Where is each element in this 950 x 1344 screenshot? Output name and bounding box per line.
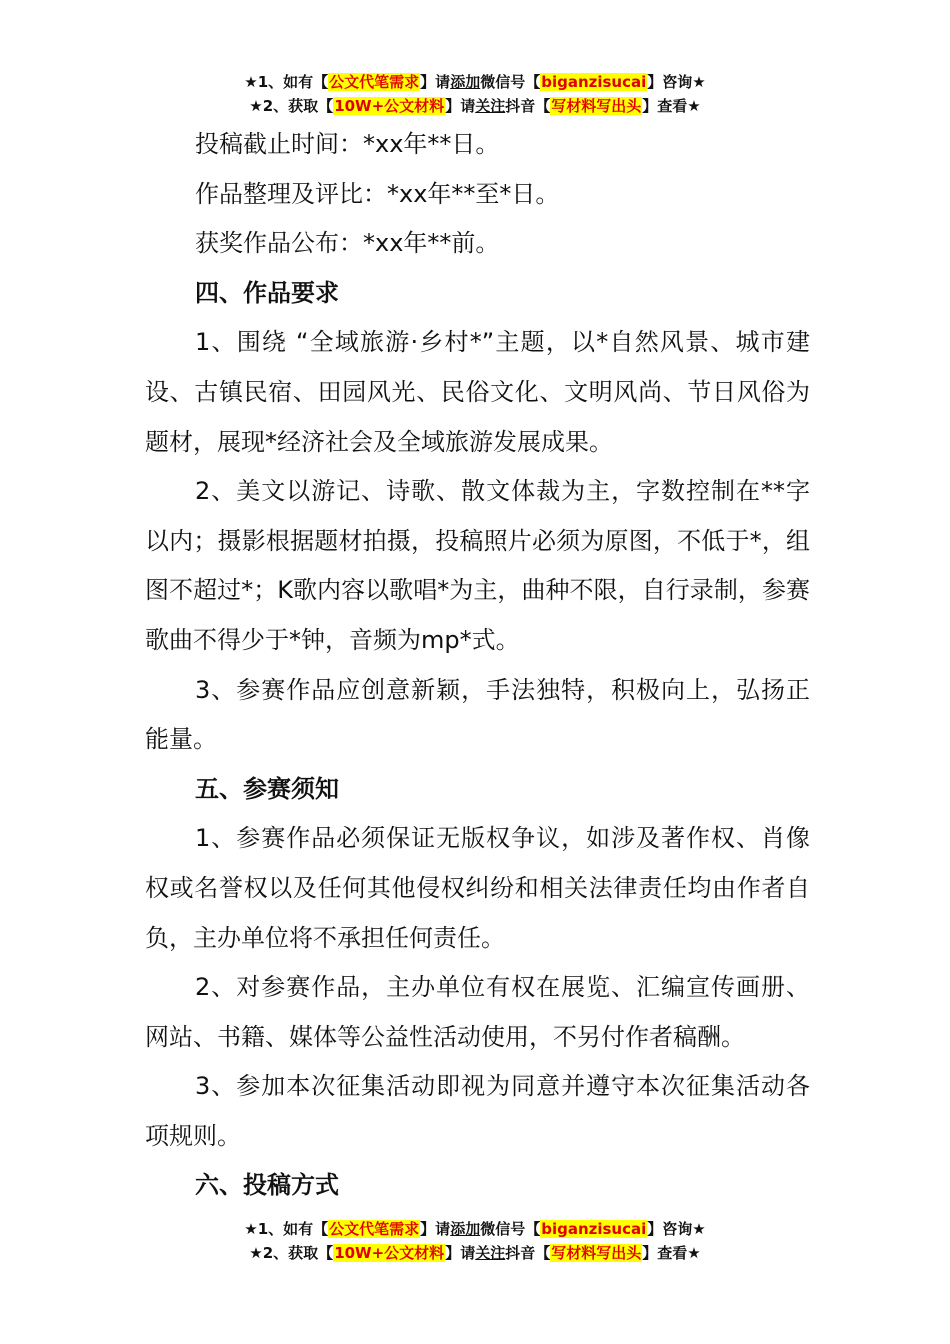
banner-text: 抖音【 [505,97,551,115]
requirements-item-1: 1、围绕 “全域旅游·乡村*”主题，以*自然风景、城市建设、古镇民宿、田园风光、民俗文化、文明风尚、节日风俗为题材，展现*经济社会及全域旅游发展成果。 [145,328,810,456]
highlight-douyin-account: 写材料写出头 [551,1244,642,1262]
document-body [145,120,810,1211]
highlight-wechat-id: biganzisucai [541,1220,647,1238]
banner-text: 】请 [445,97,476,115]
notice-item-2: 2、对参赛作品，主办单位有权在展览、汇编宣传画册、网站、书籍、媒体等公益性活动使用，不另付作者稿酬。 [145,973,810,1051]
banner-text: 】查看★ [642,1244,701,1262]
banner-line-2 [0,1241,950,1265]
banner-text: 】请 [420,1220,451,1238]
banner-text: ★2、获取【 [249,1244,334,1262]
schedule-judging: 作品整理及评比：*xx年**至*日。 [195,179,560,208]
banner-text: 】请 [445,1244,476,1262]
requirements-item-3: 3、参赛作品应创意新颖，手法独特，积极向上，弘扬正能量。 [145,675,810,754]
highlight-service: 公文代笔需求 [329,1220,420,1238]
banner-line-1 [0,70,950,94]
underlined-text: 关注 [475,1244,506,1262]
header-banner [0,70,950,118]
banner-text: 】请 [420,73,451,91]
underlined-text: 添加 [450,1220,481,1238]
banner-text: 微信号【 [480,73,541,91]
notice-item-3: 3、参加本次征集活动即视为同意并遵守本次征集活动各项规则。 [145,1072,810,1150]
banner-text: 】咨询★ [647,73,706,91]
banner-text: ★1、如有【 [244,1220,329,1238]
section-heading-requirements: 四、作品要求 [195,278,339,307]
highlight-materials: 10W+公文材料 [334,1244,445,1262]
footer-banner [0,1217,950,1265]
schedule-submission-deadline: 投稿截止时间：*xx年**日。 [195,130,500,158]
requirements-item-2: 2、美文以游记、诗歌、散文体裁为主，字数控制在**字以内；摄影根据题材拍摄，投稿照片必须为原图，不低于*，组图不超过*；K歌内容以歌唱*为主，曲种不限，自行录制，参赛歌曲不得少于*钟，音频为mp*式。 [145,477,810,654]
banner-text: 抖音【 [505,1244,551,1262]
notice-item-1: 1、参赛作品必须保证无版权争议，如涉及著作权、肖像权或名誉权以及任何其他侵权纠纷和相关法律责任均由作者自负，主办单位将不承担任何责任。 [145,824,810,952]
underlined-text: 关注 [475,97,506,115]
highlight-douyin-account: 写材料写出头 [551,97,642,115]
banner-text: ★2、获取【 [249,97,334,115]
highlight-service: 公文代笔需求 [329,73,420,91]
schedule-announcement: 获奖作品公布：*xx年**前。 [195,229,500,258]
banner-text: 】查看★ [642,97,701,115]
banner-line-2 [0,94,950,118]
banner-text: ★1、如有【 [244,73,329,91]
banner-text: 】咨询★ [647,1220,706,1238]
banner-line-1 [0,1217,950,1241]
banner-text: 微信号【 [480,1220,541,1238]
underlined-text: 添加 [450,73,481,91]
section-heading-notice: 五、参赛须知 [195,774,339,803]
highlight-wechat-id: biganzisucai [541,73,647,91]
section-heading-submission: 六、投稿方式 [195,1171,339,1200]
highlight-materials: 10W+公文材料 [334,97,445,115]
